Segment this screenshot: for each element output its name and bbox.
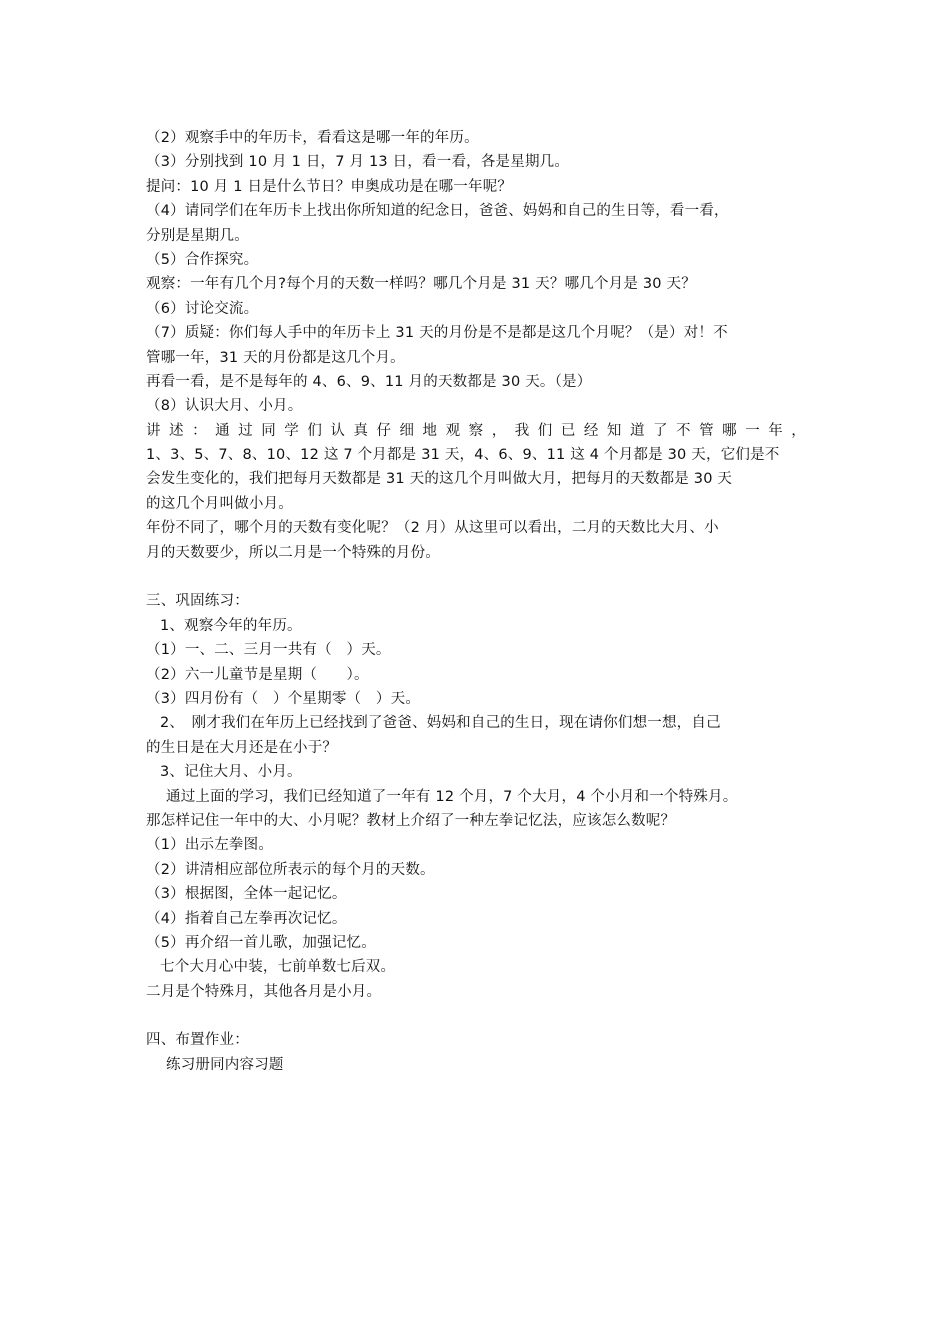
text-line: 二月是个特殊月，其他各月是小月。 [146, 983, 382, 1000]
text-line: 月的天数要少，所以二月是一个特殊的月份。 [146, 544, 440, 561]
blank-line [146, 565, 806, 589]
text-line: （1）出示左拳图。 [146, 837, 274, 854]
text-line: （4）请同学们在年历卡上找出你所知道的纪念日，爸爸、妈妈和自己的生日等，看一看， [146, 203, 729, 220]
text-line: （2）观察手中的年历卡，看看这是哪一年的年历。 [146, 130, 479, 146]
text-line: （7）质疑：你们每人手中的年历卡上 31 天的月份是不是都是这几个月呢？（是）对！不 [146, 325, 728, 342]
text-line: 的这几个月叫做小月。 [146, 495, 293, 512]
blank-line [146, 1004, 806, 1028]
text-line: （3）分别找到 10 月 1 日，7 月 13 日，看一看，各是星期几。 [146, 154, 570, 171]
section-heading: 四、布置作业： [146, 1032, 249, 1049]
text-line-justified: 讲述：通过同学们认真仔细地观察，我们已经知道了不管哪一年， [146, 422, 806, 439]
document-body [146, 126, 806, 1077]
text-line: （8）认识大月、小月。 [146, 398, 303, 415]
text-line: 提问：10 月 1 日是什么节日？申奥成功是在哪一年呢？ [146, 178, 513, 195]
text-line: （5）合作探究。 [146, 251, 259, 268]
text-line: 七个大月心中装，七前单数七后双。 [160, 959, 396, 976]
text-line: 3、记住大月、小月。 [160, 764, 302, 781]
text-line: （6）讨论交流。 [146, 300, 259, 317]
text-line: 那怎样记住一年中的大、小月呢？教材上介绍了一种左拳记忆法，应该怎么数呢？ [146, 812, 676, 829]
text-line: 1、3、5、7、8、10、12 这 7 个月都是 31 天，4、6、9、11 这 4 个月都是 30 天，它们是不 [146, 447, 780, 464]
text-line: （1）一、二、三月一共有（ ）天。 [146, 642, 391, 659]
text-line: （4）指着自己左拳再次记忆。 [146, 910, 347, 927]
text-line: 观察：一年有几个月?每个月的天数一样吗？哪几个月是 31 天？哪几个月是 30 天？ [146, 276, 696, 293]
text-line: （3）四月份有（ ）个星期零（ ）天。 [146, 690, 421, 707]
text-line: 年份不同了，哪个月的天数有变化呢？（2 月）从这里可以看出，二月的天数比大月、小 [146, 520, 719, 537]
text-line: （2）六一儿童节是星期（ ）。 [146, 666, 369, 683]
text-line: 管哪一年，31 天的月份都是这几个月。 [146, 349, 405, 366]
text-line: 再看一看，是不是每年的 4、6、9、11 月的天数都是 30 天。（是） [146, 373, 592, 390]
text-line: 1、观察今年的年历。 [160, 617, 302, 634]
text-line: 通过上面的学习，我们已经知道了一年有 12 个月，7 个大月，4 个小月和一个特殊月。 [166, 788, 738, 805]
section-heading: 三、巩固练习： [146, 593, 249, 610]
text-line: 2、 刚才我们在年历上已经找到了爸爸、妈妈和自己的生日，现在请你们想一想，自己 [160, 715, 721, 732]
text-line: （2）讲清相应部位所表示的每个月的天数。 [146, 861, 435, 878]
text-line: 练习册同内容习题 [166, 1056, 284, 1073]
text-line: （3）根据图，全体一起记忆。 [146, 886, 347, 903]
text-line: 会发生变化的，我们把每月天数都是 31 天的这几个月叫做大月，把每月的天数都是 30 天 [146, 471, 733, 488]
text-line: 分别是星期几。 [146, 227, 249, 244]
text-line: （5）再介绍一首儿歌，加强记忆。 [146, 934, 376, 951]
text-line: 的生日是在大月还是在小于？ [146, 739, 338, 756]
